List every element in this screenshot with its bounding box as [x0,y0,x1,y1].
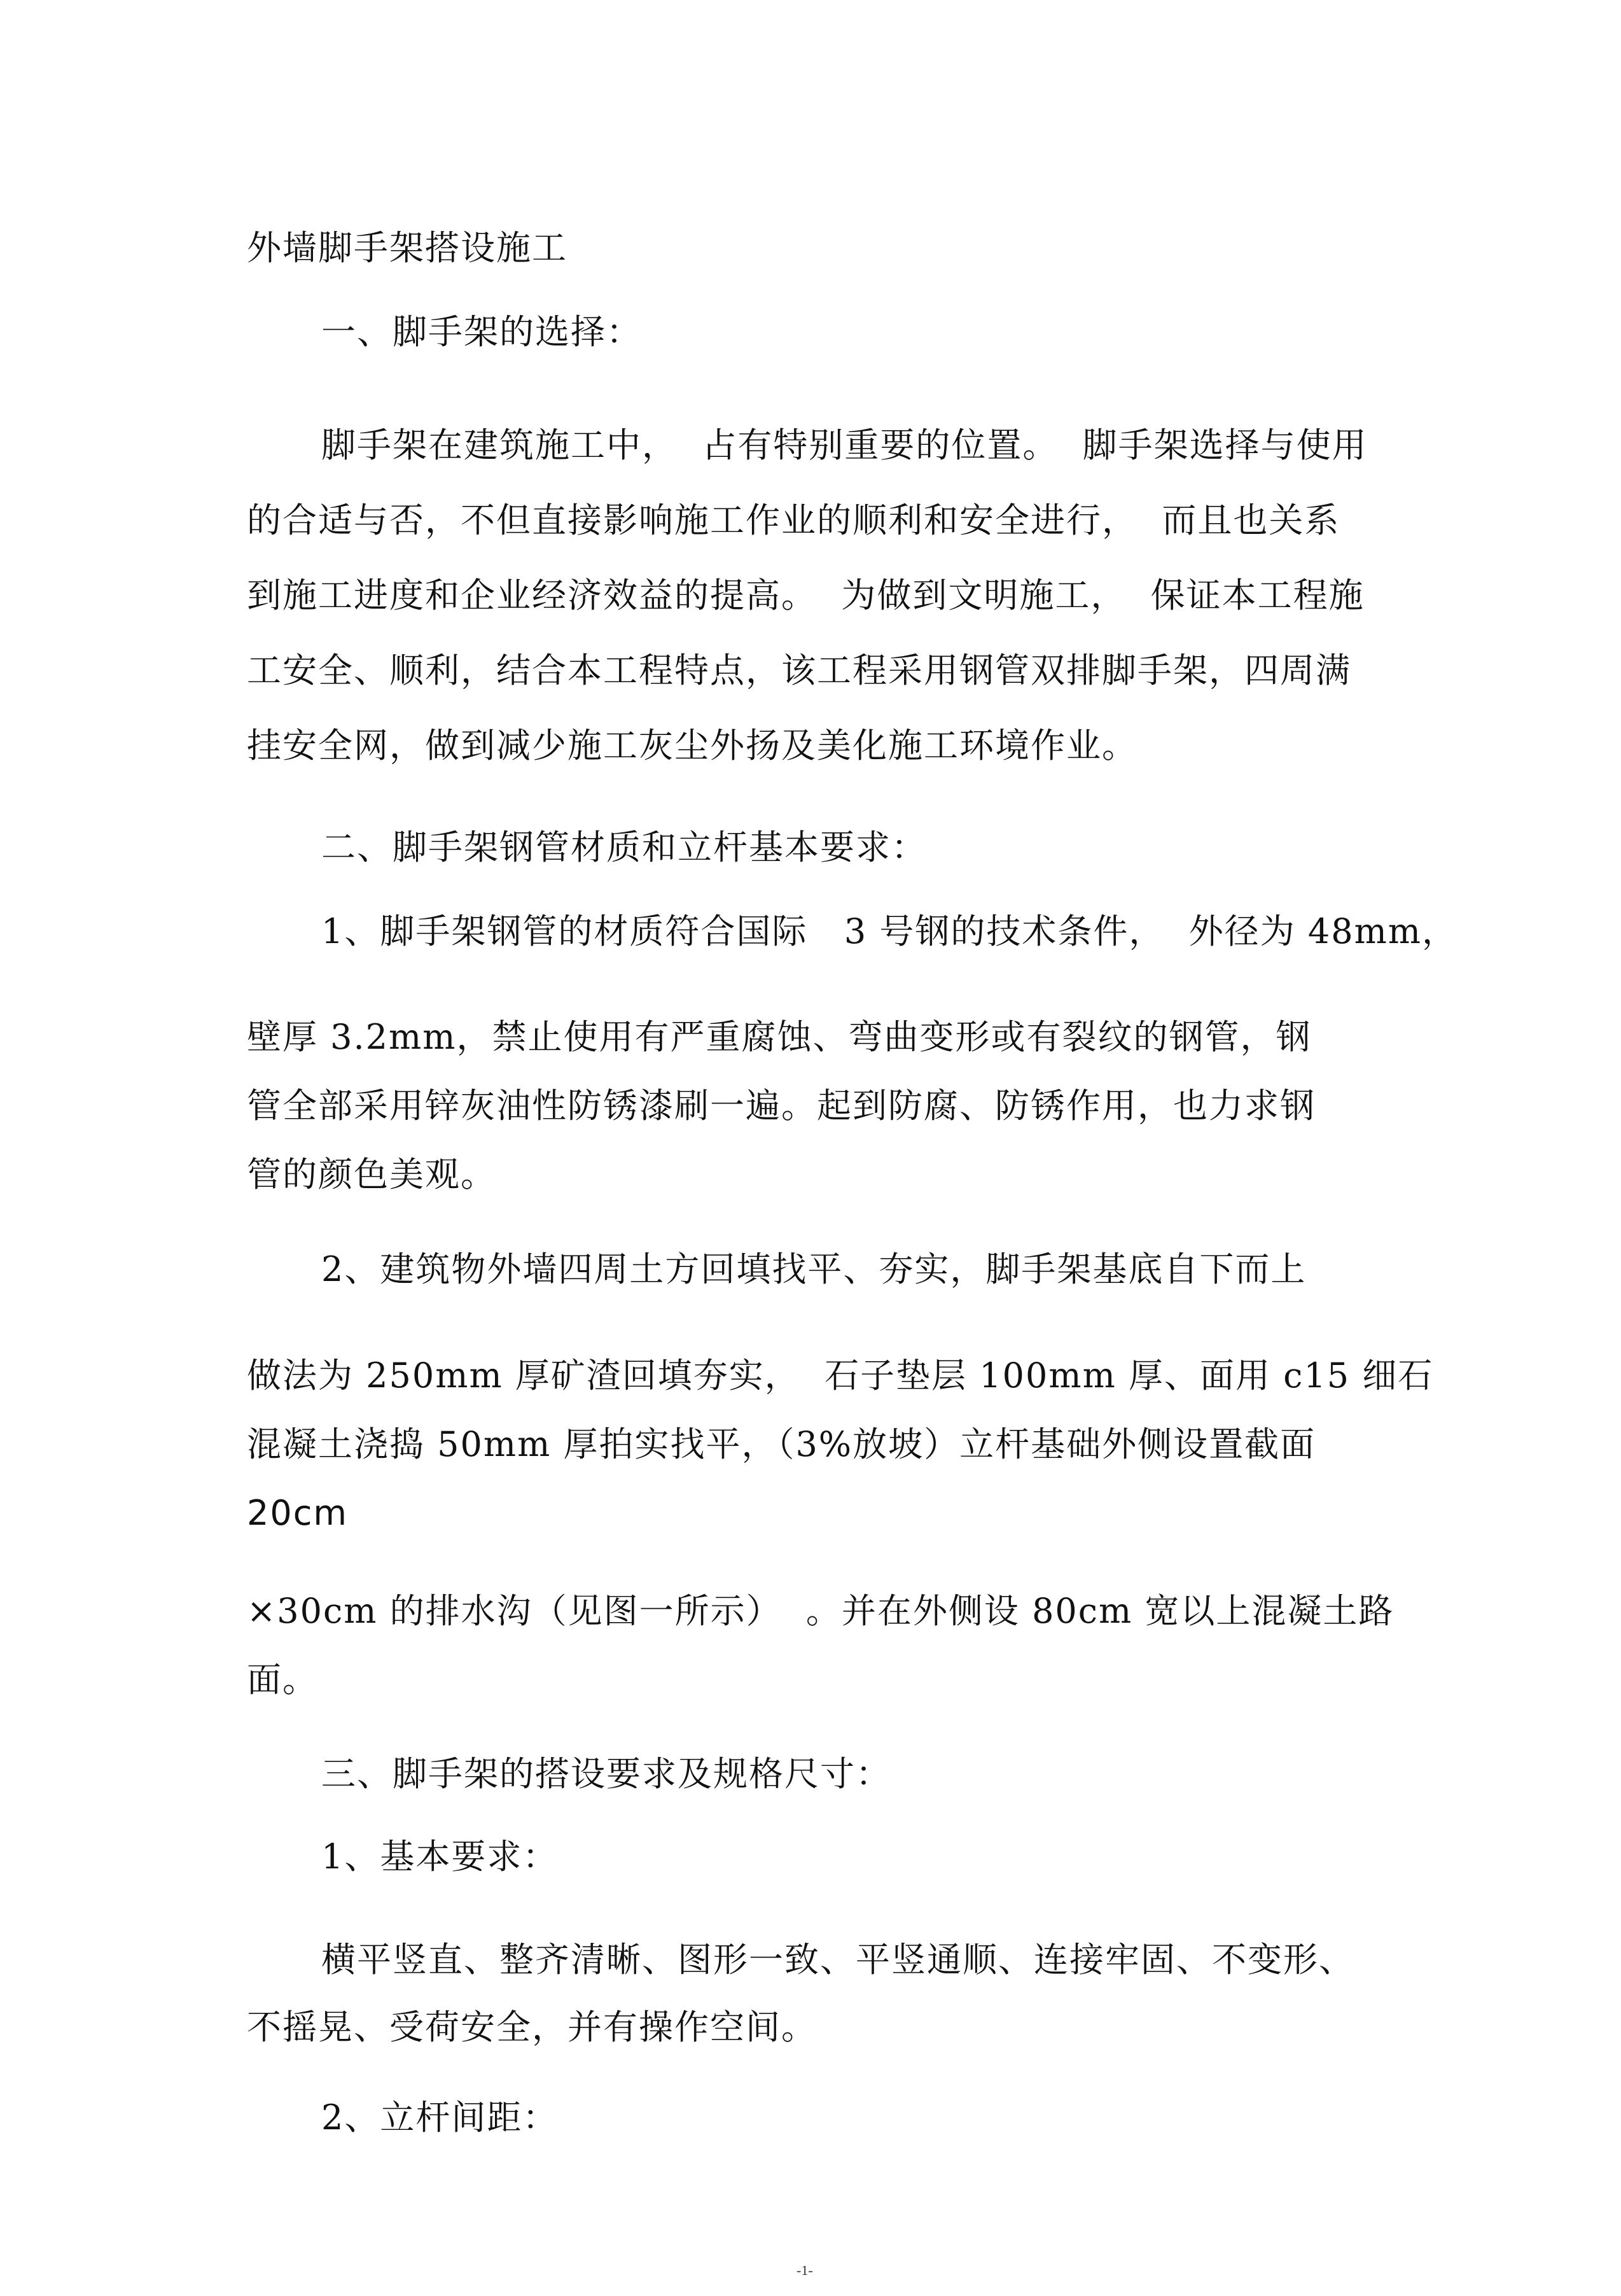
paragraph-line: 的合适与否，不但直接影响施工作业的顺利和安全进行， 而且也关系 [247,500,1340,540]
paragraph-line: 面。 [247,1660,318,1700]
paragraph-line: 管的颜色美观。 [247,1154,496,1194]
paragraph-line: 20cm [247,1493,349,1533]
paragraph-line: 壁厚 3.2mm，禁止使用有严重腐蚀、弯曲变形或有裂纹的钢管，钢 [247,1017,1312,1057]
section-heading-2: 二、脚手架钢管材质和立杆基本要求： [321,827,927,867]
paragraph-line: 工安全、顺利，结合本工程特点，该工程采用钢管双排脚手架，四周满 [247,650,1351,690]
subsection-heading: 1、基本要求： [321,1837,559,1877]
paragraph-line: 脚手架在建筑施工中， 占有特别重要的位置。 脚手架选择与使用 [321,425,1368,465]
paragraph-line: 管全部采用锌灰油性防锈漆刷一遍。起到防腐、防锈作用，也力求钢 [247,1086,1316,1126]
page-number: -1- [797,2262,813,2278]
paragraph-line: 混凝土浇捣 50mm 厚拍实找平，（3%放坡）立杆基础外侧设置截面 [247,1424,1316,1464]
section-heading-3: 三、脚手架的搭设要求及规格尺寸： [321,1754,891,1794]
document-title: 外墙脚手架搭设施工 [247,228,567,268]
subsection-heading: 2、立杆间距： [321,2097,559,2138]
paragraph-line: 不摇晃、受荷安全，并有操作空间。 [247,2007,817,2047]
paragraph-line: 做法为 250mm 厚矿渣回填夯实， 石子垫层 100mm 厚、面用 c15 细石 [247,1355,1434,1396]
section-heading-1: 一、脚手架的选择： [321,312,642,352]
paragraph-line: 横平竖直、整齐清晰、图形一致、平竖通顺、连接牢固、不变形、 [321,1940,1354,1980]
paragraph-line: ×30cm 的排水沟（见图一所示） 。并在外侧设 80cm 宽以上混凝土路 [247,1591,1395,1631]
paragraph-line: 2、建筑物外墙四周土方回填找平、夯实，脚手架基底自下而上 [321,1249,1307,1289]
paragraph-line: 1、脚手架钢管的材质符合国际 3 号钢的技术条件， 外径为 48mm， [321,911,1458,951]
paragraph-line: 挂安全网，做到减少施工灰尘外扬及美化施工环境作业。 [247,725,1137,766]
paragraph-line: 到施工进度和企业经济效益的提高。 为做到文明施工， 保证本工程施 [247,575,1365,615]
